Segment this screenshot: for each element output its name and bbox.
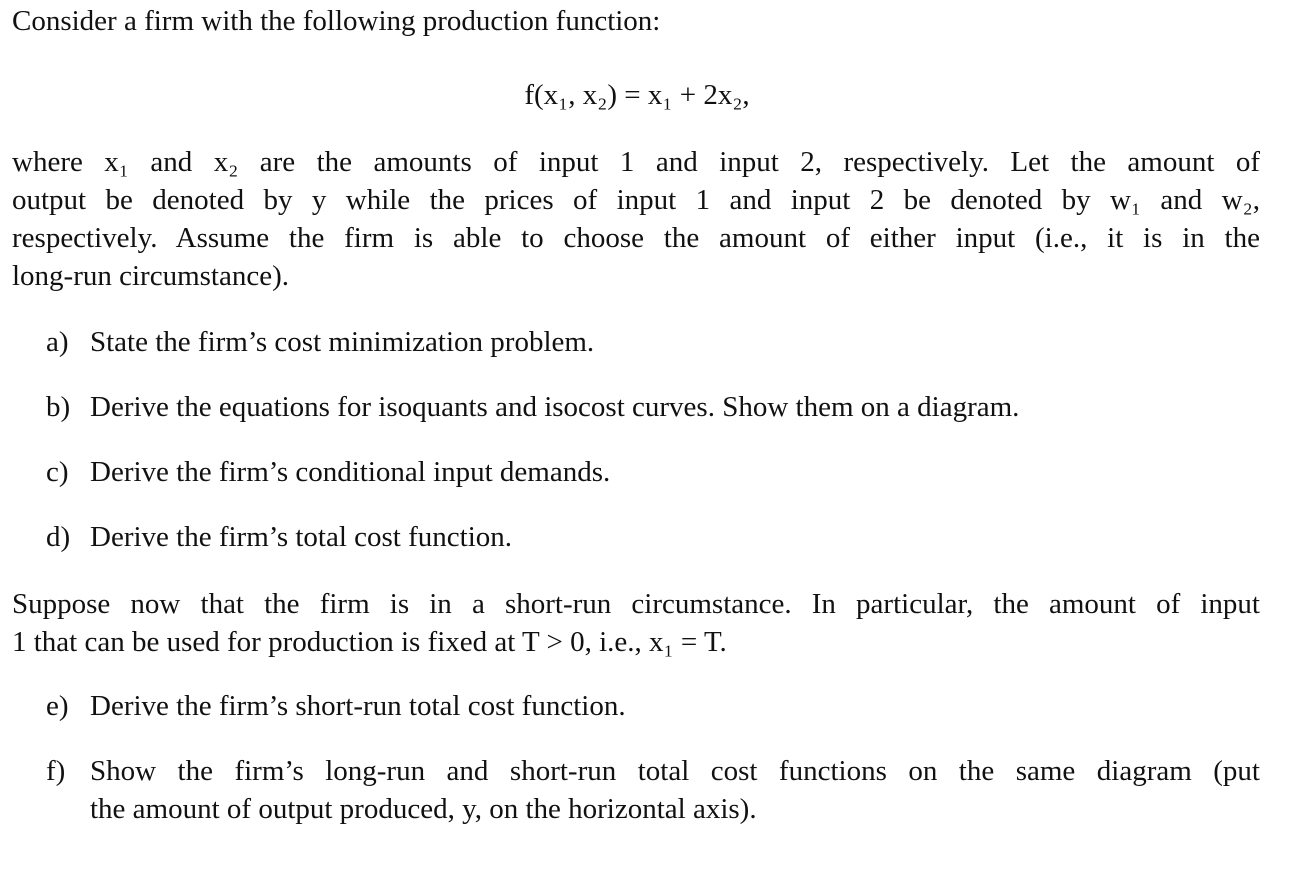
part-label: d) bbox=[46, 521, 71, 553]
part-text-block bbox=[90, 752, 1260, 828]
part-text-line: the amount of output produced, y, on the horizontal axis). bbox=[90, 793, 757, 825]
part-label: b) bbox=[46, 391, 71, 423]
part-text-line: Show the firm’s long-run and short-run total cost functions on the same diagram (put bbox=[90, 755, 1260, 787]
question-part-c bbox=[46, 453, 610, 491]
intro-sentence: Consider a firm with the following production function: bbox=[12, 5, 661, 37]
part-label: a) bbox=[46, 326, 69, 358]
part-text: Derive the firm’s total cost function. bbox=[90, 521, 513, 553]
part-label: c) bbox=[46, 456, 69, 488]
production-function-equation: f(x₁, x₂) = x₁ + 2x₂, bbox=[524, 79, 750, 111]
question-part-e bbox=[46, 687, 626, 725]
question-part-d bbox=[46, 518, 512, 556]
paragraph-line: output be denoted by y while the prices of input 1 and input 2 be denoted by w₁ and w₂, bbox=[12, 184, 1260, 216]
paragraph-definitions bbox=[12, 143, 1260, 295]
part-text: State the firm’s cost minimization problem. bbox=[90, 326, 595, 358]
paragraph-line: 1 that can be used for production is fixed at T > 0, i.e., x₁ = T. bbox=[12, 626, 727, 658]
part-text: Derive the firm’s short-run total cost function. bbox=[90, 690, 626, 722]
part-label: f) bbox=[46, 755, 66, 787]
paragraph-line: long-run circumstance). bbox=[12, 260, 290, 292]
paragraph-line: where x₁ and x₂ are the amounts of input 1 and input 2, respectively. Let the amount of bbox=[12, 146, 1260, 178]
part-text: Derive the firm’s conditional input demands. bbox=[90, 456, 611, 488]
paragraph-line: Suppose now that the firm is in a short-run circumstance. In particular, the amount of input bbox=[12, 588, 1260, 620]
paragraph-short-run bbox=[12, 585, 1260, 661]
part-label: e) bbox=[46, 690, 69, 722]
part-text: Derive the equations for isoquants and isocost curves. Show them on a diagram. bbox=[90, 391, 1020, 423]
paragraph-line: respectively. Assume the firm is able to choose the amount of either input (i.e., it is in the bbox=[12, 222, 1260, 254]
question-part-a bbox=[46, 323, 594, 361]
question-part-f bbox=[46, 752, 1260, 828]
question-part-b bbox=[46, 388, 1019, 426]
